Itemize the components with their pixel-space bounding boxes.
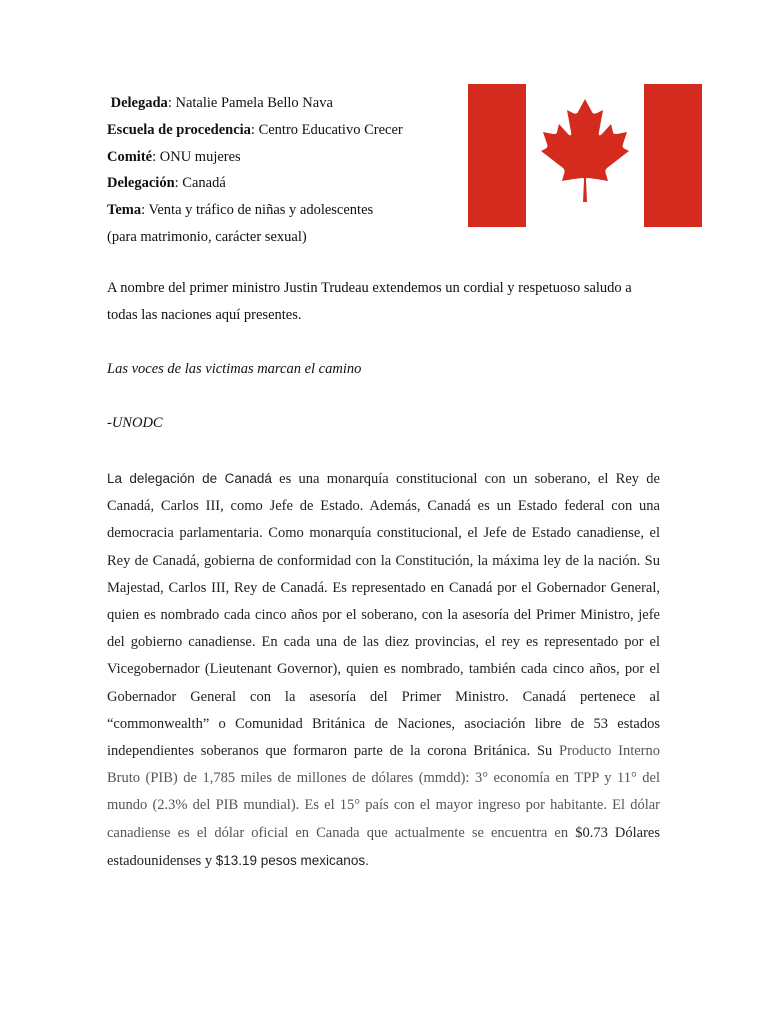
topic-line: [107, 197, 447, 224]
delegate-line: [107, 90, 447, 117]
topic-value: : Venta y tráfico de niñas y adolescentes: [141, 202, 374, 219]
school-value: : Centro Educativo Crecer: [250, 121, 403, 138]
body-paragraph: [107, 465, 660, 875]
committee-label: Comité: [107, 148, 153, 165]
quote-text: Las voces de las victimas marcan el camino: [107, 361, 362, 377]
committee-value: : ONU mujeres: [152, 148, 241, 165]
delegation-value: : Canadá: [174, 175, 226, 192]
flag-right-band: [644, 84, 702, 227]
body-exchange-usd: $0.73 Dólares estadounidenses y: [107, 824, 661, 869]
canada-flag-image: [468, 84, 702, 227]
delegation-label: Delegación: [107, 175, 175, 192]
committee-line: [107, 144, 447, 171]
greeting-paragraph: A nombre del primer ministro Justin Trudeau extendemos un cordial y respetuoso saludo a todas las naciones aquí presentes.: [107, 280, 632, 323]
delegation-header: [107, 90, 447, 251]
body-exchange-mxn: $13.19 pesos mexicanos.: [215, 852, 369, 868]
body-main: es una monarquía constitucional con un soberano, el Rey de Canadá, Carlos III, como Jefe de Estado. Además, Canadá es un Estado federal con una democracia parlamentaria. Como monarquía constitucional, el Jefe de Estado canadiense, el Rey de Canadá, gobierna de conformidad con la Constitución, la máxima ley de la nación. Su Majestad, Carlos III, Rey de Canadá. Es representado en Canadá por el Gobernador General, quien es nombrado cada cinco años por el soberano, con la asesoría del Primer Ministro, jefe del gobierno canadiense. En cada una de las diez provincias, el rey es representado por el Vicegobernador (Lieutenant Governor), quien es nombrado, también cada cinco años, por el Gobernador General con la asesoría del Primer Ministro. Canadá pertenece al “commonwealth” o Comunidad Británica de Naciones, asociación libre de 53 estados independientes soberanos que formaron parte de la corona Británica. Su: [107, 471, 660, 760]
flag-left-band: [468, 84, 526, 227]
body-economy: Producto Interno Bruto (PIB) de 1,785 miles de millones de dólares (mmdd): 3° economía en TPP y 11° del mundo (2.3% del PIB mundial). Es el 15° país con el mayor ingreso por habitante. El dólar canadiense es el dólar oficial en Canada que actualmente se encuentra en: [107, 743, 660, 841]
school-label: Escuela de procedencia: [107, 121, 251, 138]
body-opening: La delegación de Canadá: [107, 471, 272, 486]
topic-label: Tema: [107, 202, 142, 219]
delegation-line: [107, 170, 447, 197]
delegate-value: : Natalie Pamela Bello Nava: [167, 95, 333, 111]
delegate-label: Delegada: [110, 95, 168, 111]
school-line: [107, 117, 447, 144]
topic-note: (para matrimonio, carácter sexual): [107, 228, 307, 245]
quote-source: -UNODC: [107, 415, 163, 431]
